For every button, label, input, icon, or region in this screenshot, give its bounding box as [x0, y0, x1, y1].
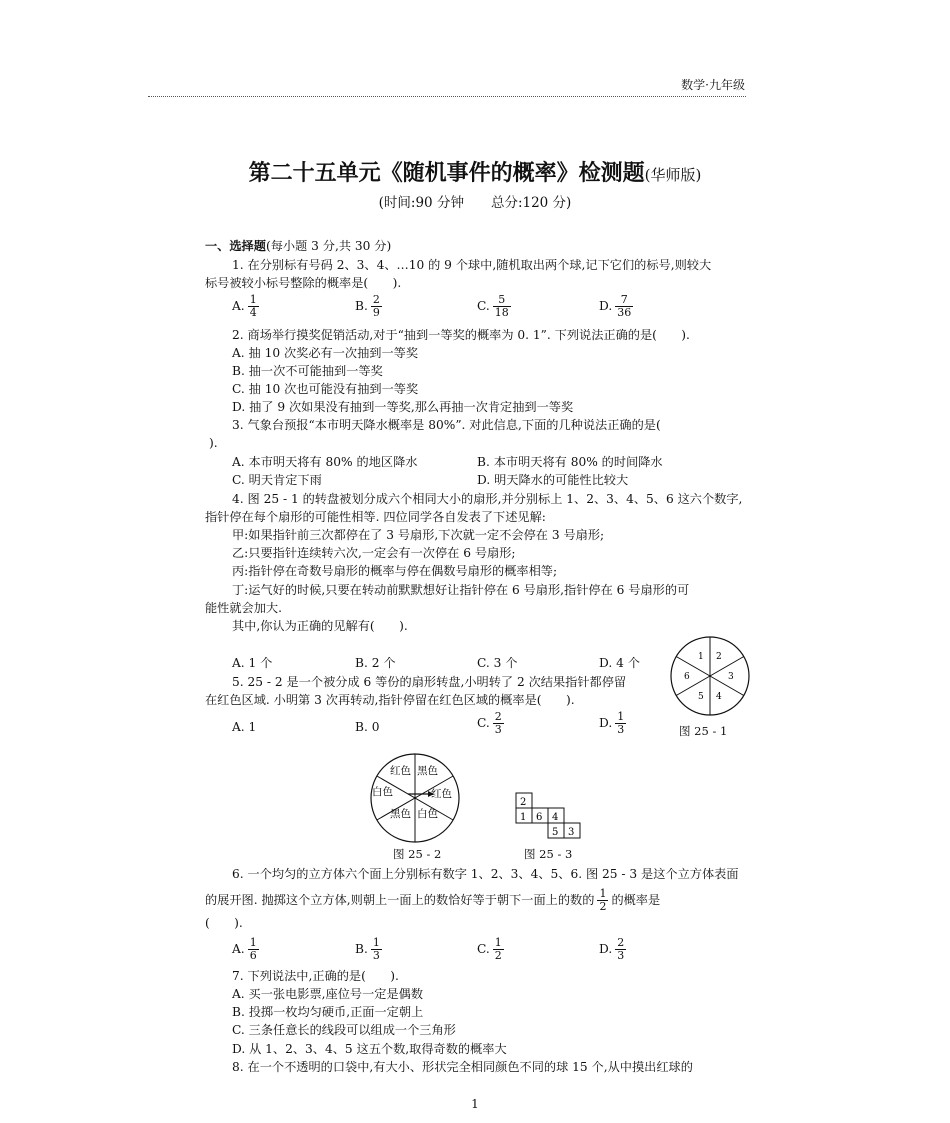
sector-label: 5 [698, 692, 704, 702]
sector-label: 黑色 [390, 808, 411, 820]
q3-option-d: D. 明天降水的可能性比较大 [477, 473, 629, 487]
q7-stem: 7. 下列说法中,正确的是( ). [232, 969, 399, 983]
page-number: 1 [471, 1097, 479, 1111]
q7-option-b: B. 投掷一枚均匀硬币,正面一定朝上 [232, 1005, 424, 1019]
q6-option-d: D. $\frac{2}{3}$ [599, 936, 625, 962]
header-divider [148, 96, 746, 97]
q3-option-c: C. 明天肯定下雨 [232, 473, 322, 487]
figure-2-caption: 图 25 - 2 [393, 847, 442, 861]
sector-label: 3 [728, 672, 734, 682]
q4-view-bing: 丙:指针停在奇数号扇形的概率与停在偶数号扇形的概率相等; [232, 564, 558, 578]
exam-info: (时间:90 分钟 总分:120 分) [378, 195, 572, 211]
sector-label: 白色 [372, 786, 393, 798]
net-cell: 1 [520, 812, 527, 823]
q2-option-d: D. 抽了 9 次如果没有抽到一等奖,那么再抽一次肯定抽到一等奖 [232, 400, 574, 414]
q6-stem-2: 的展开图. 抛掷这个立方体,则朝上一面上的数恰好等于朝下一面上的数的 $\frac{1}{2}$ 的概率是 [205, 887, 661, 913]
q2-stem: 2. 商场举行摸奖促销活动,对于“抽到一等奖的概率为 0. 1”. 下列说法正确的是( ). [232, 328, 690, 342]
q4-option-d: D. 4 个 [599, 656, 640, 670]
q5-stem-1: 5. 25 - 2 是一个被分成 6 等份的扇形转盘,小明转了 2 次结果指针都停留 [232, 675, 627, 689]
edition: (华师版) [644, 166, 702, 184]
q6-option-a: A. $\frac{1}{6}$ [232, 936, 257, 962]
q5-option-c: C. $\frac{2}{3}$ [477, 710, 502, 736]
section-heading: 一、选择题(每小题 3 分,共 30 分) [205, 239, 392, 253]
sector-label: 黑色 [417, 765, 438, 777]
net-cell: 4 [552, 812, 559, 823]
q5-option-a: A. 1 [232, 720, 257, 734]
q3-stem-2: ). [209, 436, 218, 450]
q4-option-a: A. 1 个 [232, 656, 273, 670]
q4-ask: 其中,你认为正确的见解有( ). [232, 619, 408, 633]
q4-view-jia: 甲:如果指针前三次都停在了 3 号扇形,下次就一定不会停在 3 号扇形; [232, 528, 605, 542]
sector-label: 4 [716, 692, 722, 702]
q6-option-c: C. $\frac{1}{2}$ [477, 936, 502, 962]
q4-view-ding-1: 丁:运气好的时候,只要在转动前默默想好让指针停在 6 号扇形,指针停在 6 号扇形的可 [232, 583, 690, 597]
q4-stem-1: 4. 图 25 - 1 的转盘被划分成六个相同大小的扇形,并分别标上 1、2、3、4、5、6 这六个数字, [232, 492, 743, 506]
running-header: 数学·九年级 [681, 78, 745, 92]
q1-option-d: D. $\frac{7}{36}$ [599, 293, 632, 319]
q7-option-d: D. 从 1、2、3、4、5 这五个数,取得奇数的概率大 [232, 1042, 507, 1056]
q5-stem-2: 在红色区域. 小明第 3 次再转动,指针停留在红色区域的概率是( ). [205, 693, 575, 707]
q3-stem-1: 3. 气象台预报“本市明天降水概率是 80%”. 对此信息,下面的几种说法正确的是( [232, 418, 661, 432]
sector-label: 2 [716, 652, 722, 662]
net-cell: 2 [520, 797, 527, 808]
q3-option-a: A. 本市明天将有 80% 的地区降水 [232, 455, 418, 469]
spinner-figure-2 [368, 752, 462, 844]
q1-option-a: A. $\frac{1}{4}$ [232, 293, 257, 319]
sector-label: 1 [698, 652, 704, 662]
q1-option-c: C. $\frac{5}{18}$ [477, 293, 509, 319]
q7-option-a: A. 买一张电影票,座位号一定是偶数 [232, 987, 424, 1001]
page-title: 第二十五单元《随机事件的概率》检测题(华师版) [248, 161, 702, 186]
figure-1-caption: 图 25 - 1 [679, 724, 728, 738]
net-cell: 3 [568, 827, 575, 838]
q1-stem-1: 1. 在分别标有号码 2、3、4、…10 的 9 个球中,随机取出两个球,记下它们的标号,则较大 [232, 258, 712, 272]
q4-option-b: B. 2 个 [355, 656, 396, 670]
q7-option-c: C. 三条任意长的线段可以组成一个三角形 [232, 1023, 456, 1037]
q6-stem-3: ( ). [205, 916, 243, 930]
q8-stem-1: 8. 在一个不透明的口袋中,有大小、形状完全相同颜色不同的球 15 个,从中摸出红球的 [232, 1060, 693, 1074]
q4-view-yi: 乙:只要指针连续转六次,一定会有一次停在 6 号扇形; [232, 546, 516, 560]
net-cell: 6 [536, 812, 543, 823]
q3-option-b: B. 本市明天将有 80% 的时间降水 [477, 455, 663, 469]
q2-option-b: B. 抽一次不可能抽到一等奖 [232, 364, 383, 378]
q2-option-c: C. 抽 10 次也可能没有抽到一等奖 [232, 382, 419, 396]
q1-option-b: B. $\frac{2}{9}$ [355, 293, 380, 319]
q4-stem-2: 指针停在每个扇形的可能性相等. 四位同学各自发表了下述见解: [205, 510, 546, 524]
figure-3-caption: 图 25 - 3 [524, 847, 573, 861]
sector-label: 6 [684, 672, 690, 682]
sector-label: 白色 [417, 808, 438, 820]
cube-net-figure [514, 791, 584, 841]
q6-option-b: B. $\frac{1}{3}$ [355, 936, 380, 962]
net-cell: 5 [552, 827, 559, 838]
q1-stem-2: 标号被较小标号整除的概率是( ). [205, 276, 402, 290]
sector-label: 红色 [390, 765, 411, 777]
q6-stem-1: 6. 一个均匀的立方体六个面上分别标有数字 1、2、3、4、5、6. 图 25 - 3 是这个立方体表面 [232, 867, 739, 881]
q5-option-b: B. 0 [355, 720, 380, 734]
q2-option-a: A. 抽 10 次奖必有一次抽到一等奖 [232, 346, 419, 360]
spinner-figure-1 [668, 634, 752, 718]
q4-option-c: C. 3 个 [477, 656, 518, 670]
q4-view-ding-2: 能性就会加大. [205, 601, 282, 615]
q5-option-d: D. $\frac{1}{3}$ [599, 710, 625, 736]
sector-label: 红色 [431, 788, 452, 800]
